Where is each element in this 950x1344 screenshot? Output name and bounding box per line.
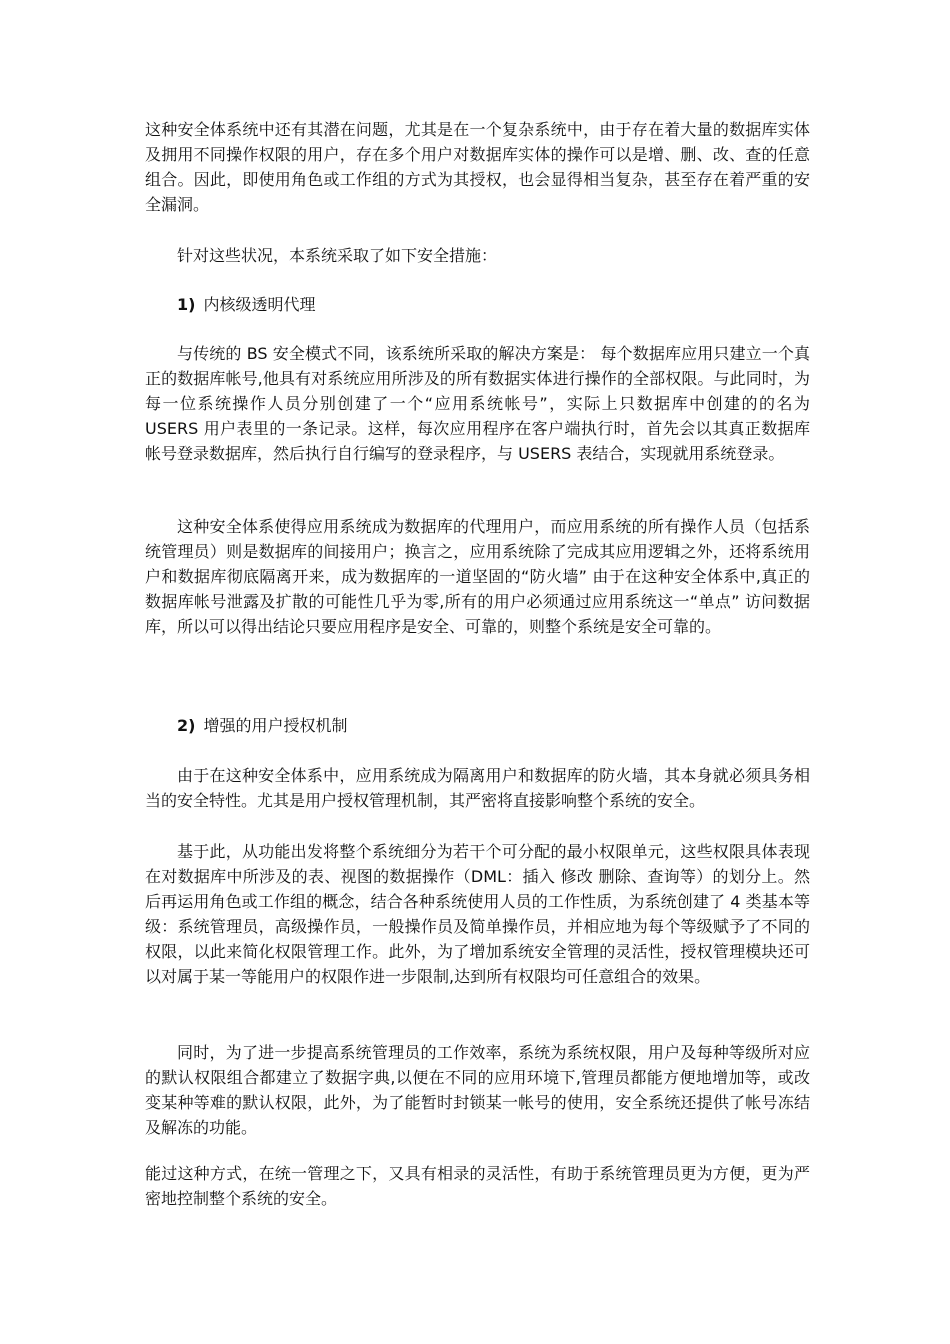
- section-number-2: 2): [177, 716, 196, 735]
- paragraph-measures-lead: 针对这些状况，本系统采取了如下安全措施：: [177, 246, 498, 265]
- section-heading-1: [177, 292, 315, 317]
- paragraph-data-dictionary: 同时，为了进一步提高系统管理员的工作效率，系统为系统权限，用户及每种等级所对应的默认权限组合都建立了数据字典,以便在不同的应用环境下,管理员都能方便地增加等，或改变某种等难的默认权限，此外，为了能暂时封锁某一帐号的使用，安全系统还提供了帐号冻结及解冻的功能。: [145, 1043, 810, 1137]
- paragraph-permission-units: 基于此，从功能出发将整个系统细分为若干个可分配的最小权限单元，这些权限具体表现在对数据库中所涉及的表、视图的数据操作（DML：插入 修改 删除、查询等）的划分上。然后再运用角色或工作组的概念，结合各种系统使用人员的工作性质，为系统创建了 4 类基本等级：系统管理员，高级操作员，一般操作员及简单操作员，并相应地为每个等级赋予了不同的权限，以此来简化权限管理工作。此外，为了增加系统安全管理的灵活性，授权管理模块还可以对属于某一等能用户的权限作进一步限制,达到所有权限均可任意组合的效果。: [145, 842, 810, 986]
- section-title-2: 增强的用户授权机制: [203, 716, 348, 735]
- section-number-1: 1): [177, 295, 196, 314]
- paragraph-proxy-firewall: 这种安全体系使得应用系统成为数据库的代理用户，而应用系统的所有操作人员（包括系统管理员）则是数据库的间接用户；换言之，应用系统除了完成其应用逻辑之外，还将系统用户和数据库彻底隔离开来，成为数据库的一道坚固的“防火墙” 由于在这种安全体系中,真正的数据库帐号泄露及扩散的可能性几乎为零,所有的用户必须通过应用系统这一“单点” 访问数据库，所以可以得出结论只要应用程序是安全、可靠的，则整个系统是安全可靠的。: [145, 517, 810, 636]
- paragraph-intro: 这种安全体系统中还有其潜在问题，尤其是在一个复杂系统中，由于存在着大量的数据库实体及拥用不同操作权限的用户，存在多个用户对数据库实体的操作可以是增、删、改、查的任意组合。因此，即使用角色或工作组的方式为其授权，也会显得相当复杂，甚至存在着严重的安全漏洞。: [145, 120, 810, 214]
- paragraph-proxy-solution: 与传统的 BS 安全模式不同，该系统所采取的解决方案是： 每个数据库应用只建立一个真正的数据库帐号,他具有对系统应用所涉及的所有数据实体进行操作的全部权限。与此同时，为每一位系统操作人员分别创建了一个“应用系统帐号”，实际上只数据库中创建的的名为 USERS 用户表里的一条记录。这样，每次应用程序在客户端执行时，首先会以其真正数据库帐号登录数据库，然后执行自行编写的登录程序，与 USERS 表结合，实现就用系统登录。: [145, 344, 810, 463]
- paragraph-authorization-intro: 由于在这种安全体系中，应用系统成为隔离用户和数据库的防火墙，其本身就必须具务相当的安全特性。尤其是用户授权管理机制，其严密将直接影响整个系统的安全。: [145, 766, 810, 810]
- paragraph-conclusion: 能过这种方式，在统一管理之下，又具有相录的灵活性，有助于系统管理员更为方便，更为严密地控制整个系统的安全。: [145, 1164, 810, 1208]
- section-title-1: 内核级透明代理: [203, 295, 316, 314]
- section-heading-2: [177, 713, 347, 738]
